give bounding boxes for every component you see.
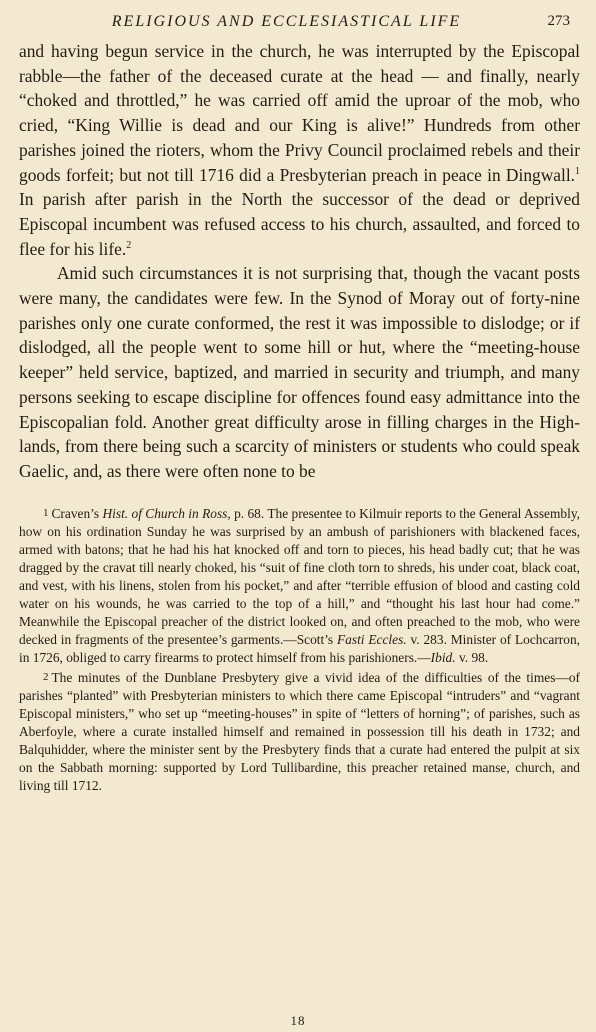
paragraph-2: Amid such circumstances it is not surprising that, though the vacant posts were many, the candidates were few. In the Synod of Moray out of forty-nine parishes only one curate conformed, the rest it was impossible to dislodge; or if dislodged, all the people went to some hill or hut, where the “meeting-house keeper” held service, baptized, and married in security and triumph, and many persons seeking to escape discipline for offences found easy admittance into the Episcopalian fold. Another great difficulty arose in filling charges in the Highlands, from there being such a scarcity of ministers or students who could speak Gaelic, and, as there were often none to be: [19, 263, 580, 481]
footnote-1-source: Fasti Eccles.: [336, 632, 407, 648]
running-title: RELIGIOUS AND ECCLESIASTICAL LIFE: [111, 13, 462, 30]
footnote-1-text-a: Craven’s: [51, 505, 103, 521]
footnote-2-text: The minutes of the Dunblane Presbytery give a vivid idea of the difficulties of the times—of parishes “planted” with Presbyterian ministers to which there came Episcopal “intruders” and “vagrant Episcopal ministers,” who set up “meeting-houses” in spite of “letters of horning”; of parishes, such as Aberfoyle, where a curate installed himself and remained in possession till his death in 1732; and Balquhidder, where the minister sent by the Presbytery finds that a curate had entered the pulpit at six on the Sabbath morning: supported by Lord Tullibardine, this preacher retained manse, church, and living till 1712.: [19, 669, 580, 794]
footnote-2: [19, 668, 580, 796]
footnote-1: [19, 504, 580, 668]
footnote-1-title: Hist. of Church in Ross: [102, 505, 228, 521]
footnote-2-mark: 2: [43, 670, 49, 683]
footnote-1-ibid: Ibid.: [430, 650, 456, 666]
page-number: 273: [547, 13, 570, 29]
footnote-1-text-d: v. 98.: [455, 650, 489, 666]
footnote-ref-1: 1: [575, 165, 580, 177]
paragraph-1: [19, 39, 580, 261]
footnote-1-text-b: , p. 68. The presentee to Kilmuir reports to the General Assembly, how on his ordination Sunday he was surprised by an ambush of parishioners with blackened faces, armed with batons; that he had his hat knocked off and torn to pieces, his head badly cut; that he was dragged by the cravat till nearly choked, his “suit of fine cloth torn to shreds, his under coat, black coat, and vest, with his linens, stolen from his pocket,” and after “terrible effusion of blood and casting cold water on his wounds, he was carried to the top of a hill,” and “thought his last hour had come.” Meanwhile the Episcopal preacher of the district looked on, and often preached to the mob, who were decked in fragments of the presentee’s garments.—Scott’s: [19, 505, 580, 648]
footnote-1-mark: 1: [43, 506, 49, 519]
signature-mark: 18: [290, 1013, 306, 1028]
running-head: [19, 13, 580, 39]
footnote-1-text-c: v. 283. Minister of Lochcarron, in 1726, obliged to carry firearms to protect himself from his parishioners.—: [19, 632, 580, 666]
paragraph-1-continued: In parish after parish in the North the successor of the dead or deprived Episcopal incumbent was refused access to his church, assaulted, and forced to flee for his life.: [19, 189, 580, 259]
main-text: [19, 39, 580, 484]
footnote-ref-2: 2: [126, 239, 132, 251]
footnotes: [19, 504, 580, 796]
paragraph-1-text: and having begun service in the church, he was interrupted by the Episcopal rabble—the father of the deceased curate at the head — and finally, nearly “choked and throttled,” he was carried off amid the uproar of the mob, who cried, “King Willie is dead and our King is alive!” Hundreds from other parishes joined the rioters, whom the Privy Council proclaimed rebels and their goods forfeit; but not till 1716 did a Presbyterian preach in peace in Dingwall.: [19, 41, 580, 185]
